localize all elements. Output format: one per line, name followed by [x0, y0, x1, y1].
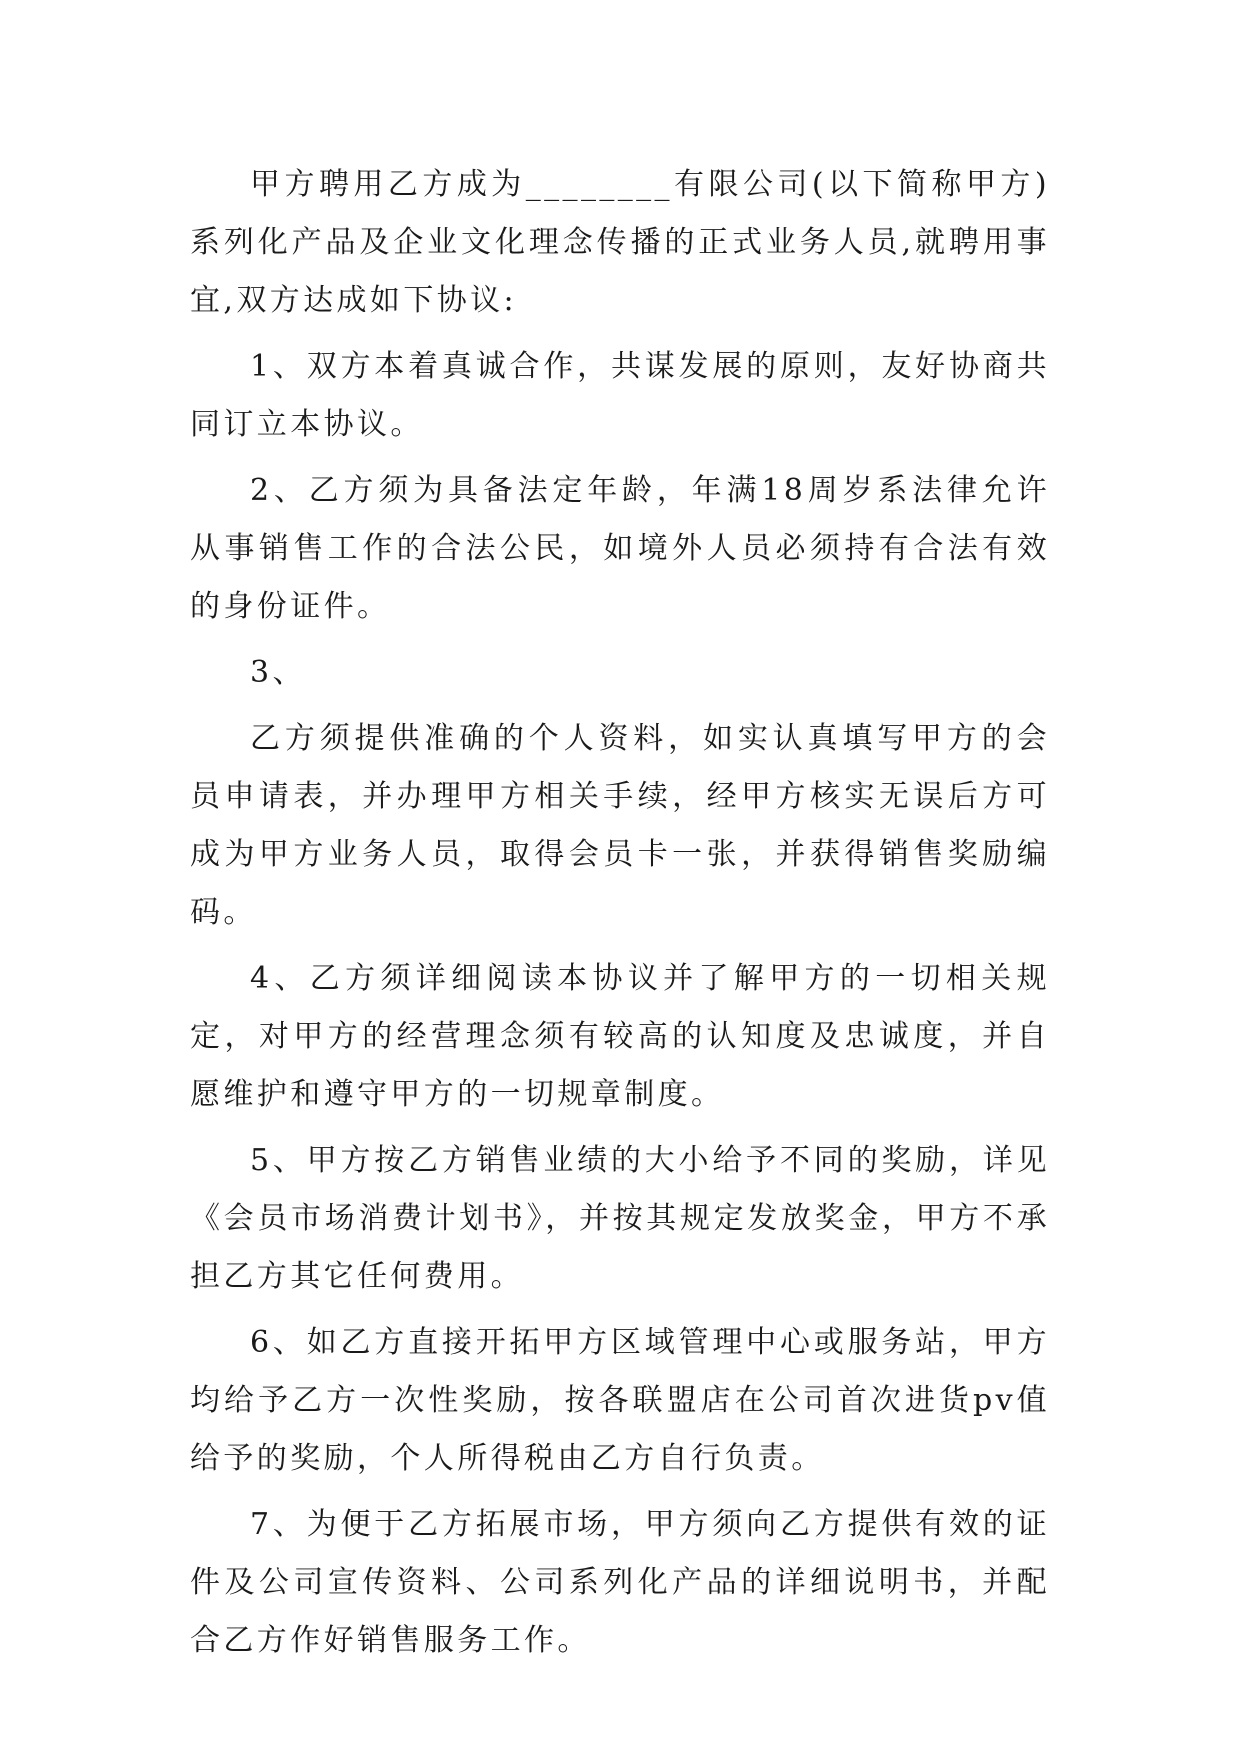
paragraph-clause-3: 乙方须提供准确的个人资料，如实认真填写甲方的会员申请表，并办理甲方相关手续，经甲方核实无误后方可成为甲方业务人员，取得会员卡一张，并获得销售奖励编码。 — [190, 721, 1050, 930]
paragraph-intro: 甲方聘用乙方成为________有限公司(以下简称甲方)系列化产品及企业文化理念传播的正式业务人员,就聘用事宜,双方达成如下协议: — [190, 167, 1050, 318]
paragraph-clause-3-number: 3、 — [250, 655, 306, 690]
paragraph-clause-1: 1、双方本着真诚合作，共谋发展的原则，友好协商共同订立本协议。 — [190, 349, 1050, 442]
paragraph-clause-2: 2、乙方须为具备法定年龄，年满18周岁系法律允许从事销售工作的合法公民，如境外人员必须持有合法有效的身份证件。 — [190, 473, 1050, 624]
paragraph-clause-4: 4、乙方须详细阅读本协议并了解甲方的一切相关规定，对甲方的经营理念须有较高的认知度及忠诚度，并自愿维护和遵守甲方的一切规章制度。 — [190, 961, 1050, 1112]
paragraph-clause-7: 7、为便于乙方拓展市场，甲方须向乙方提供有效的证件及公司宣传资料、公司系列化产品的详细说明书，并配合乙方作好销售服务工作。 — [190, 1507, 1050, 1658]
paragraph-clause-5: 5、甲方按乙方销售业绩的大小给予不同的奖励，详见《会员市场消费计划书》，并按其规定发放奖金，甲方不承担乙方其它任何费用。 — [190, 1143, 1050, 1294]
document-body — [190, 156, 1050, 1678]
paragraph-clause-6: 6、如乙方直接开拓甲方区域管理中心或服务站，甲方均给予乙方一次性奖励，按各联盟店在公司首次进货pv值给予的奖励，个人所得税由乙方自行负责。 — [190, 1325, 1050, 1476]
